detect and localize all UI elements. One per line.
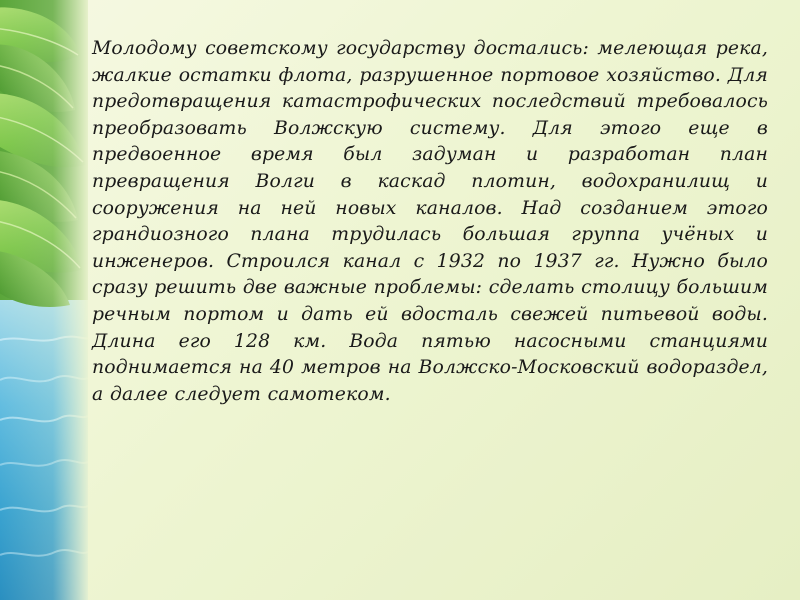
body-paragraph: Молодому советскому государству достались: мелеющая река, жалкие остатки флота, разрушенное портовое хозяйство. Для предотвращения катастрофических последствий требовалось преобразовать Волжскую систему. Для этого еще в предвоенное время был задуман и разработан план превращения Волги в каскад плотин, водохранилищ и сооружения на ней новых каналов. Над созданием этого грандиозного плана трудилась большая группа учёных и инженеров. Строился канал с 1932 по 1937 гг. Нужно было сразу решить две важные проблемы: сделать столицу большим речным портом и дать ей вдосталь свежей питьевой воды. Длина его 128 км. Вода пятью насосными станциями поднимается на 40 метров на Волжско-Московский водораздел, а далее следует самотеком. — [92, 38, 768, 405]
leaves-water-decoration — [0, 0, 88, 600]
